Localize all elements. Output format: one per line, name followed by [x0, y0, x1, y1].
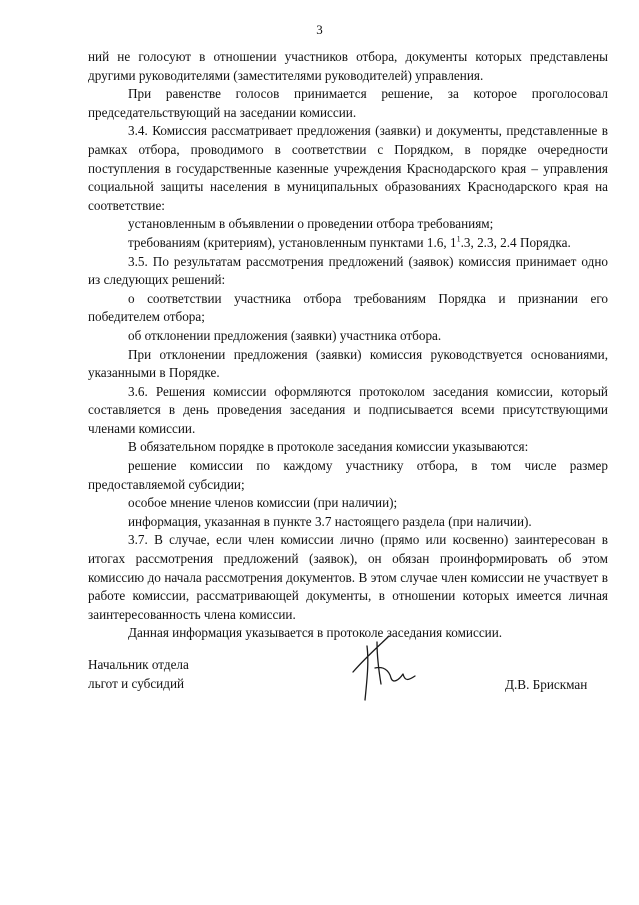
- list-item-dissent: особое мнение членов комиссии (при наличии);: [128, 495, 398, 511]
- position-line-2: льгот и субсидий: [88, 675, 185, 691]
- signer-name: Д.В. Брискман: [505, 677, 588, 692]
- paragraph-3-5: 3.5. По результатам рассмотрения предложений (заявок) комиссия принимает одно из следующих решений:: [88, 253, 608, 288]
- document-body: [88, 48, 608, 643]
- list-item-compliance: о соответствии участника отбора требованиям Порядка и признании его победителем отбора;: [88, 290, 608, 325]
- paragraph-3-6: 3.6. Решения комиссии оформляются протоколом заседания комиссии, который составляется в день проведения заседания и подписывается всеми присутствующими членами комиссии.: [88, 383, 608, 436]
- page-number: 3: [316, 22, 323, 37]
- list-item-requirements: установленным в объявлении о проведении отбора требованиям;: [128, 216, 494, 232]
- paragraph-rejection-grounds: При отклонении предложения (заявки) комиссия руководствуется основаниями, указанными в Порядке.: [88, 346, 608, 381]
- paragraph-protocol-contents: В обязательном порядке в протоколе заседания комиссии указываются:: [128, 439, 529, 455]
- list-item-criteria: [88, 234, 608, 253]
- paragraph-tie-vote: При равенстве голосов принимается решение, за которое проголосовал председательствующий на заседании комиссии.: [88, 86, 608, 120]
- paragraph-3-7: 3.7. В случае, если член комиссии лично (прямо или косвенно) заинтересован в итогах рассмотрения предложений (заявок), он обязан проинформировать об этом комиссию до начала рассмотрения документов. В этом случае член комиссии не участвует в работе комиссии, рассматривающей документы, в отношении которых имеется личная заинтересованность члена комиссии.: [88, 532, 608, 622]
- signature-position: [88, 656, 189, 693]
- list-item-decision: решение комиссии по каждому участнику отбора, в том числе размер предоставляемой субсидии;: [88, 458, 608, 492]
- criteria-superscript: 1: [456, 234, 461, 244]
- paragraph-3-4: 3.4. Комиссия рассматривает предложения (заявки) и документы, представленные в рамках отбора, проводимого в соответствии с Порядком, в порядке очередности поступления в государственные казенные учреждения Краснодарского края – управления социальной защиты населения в муниципальных образованиях Краснодарского края на соответствие:: [88, 123, 608, 213]
- paragraph-continuation: ний не голосуют в отношении участников отбора, документы которых представлены другими руководителями (заместителями руководителей) управления.: [88, 49, 608, 83]
- paragraph-protocol-note: Данная информация указывается в протоколе заседания комиссии.: [128, 625, 503, 641]
- list-item-information: информация, указанная в пункте 3.7 настоящего раздела (при наличии).: [128, 513, 532, 529]
- criteria-text-end: .3, 2.3, 2.4 Порядка.: [460, 234, 571, 250]
- position-line-1: Начальник отдела: [88, 657, 189, 672]
- handwritten-signature: [345, 632, 425, 709]
- criteria-text-start: требованиям (критериям), установленным пунктами 1.6, 1: [128, 234, 457, 250]
- list-item-rejection: об отклонении предложения (заявки) участника отбора.: [128, 327, 442, 343]
